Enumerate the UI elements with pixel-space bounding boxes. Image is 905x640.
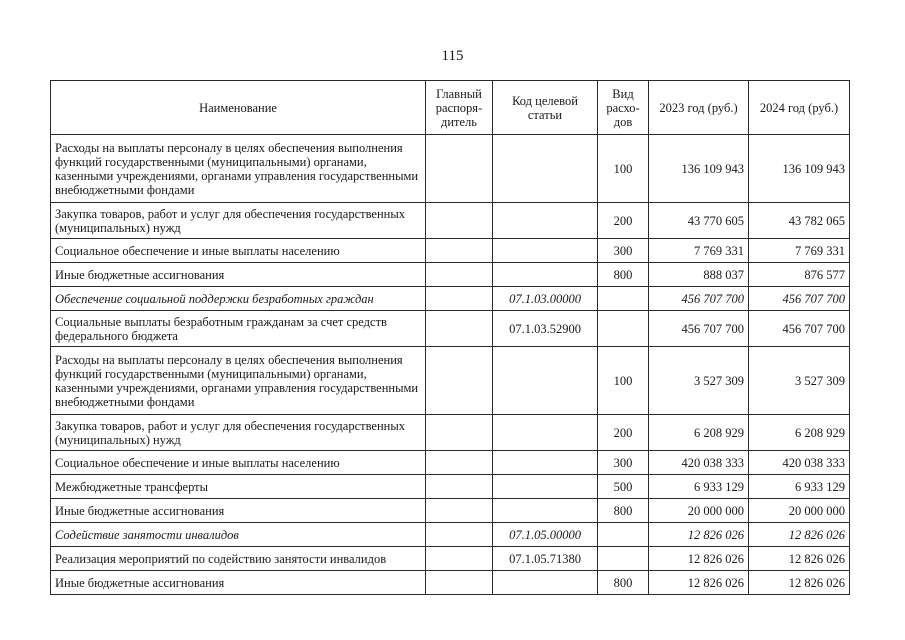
- cell-2024: 12 826 026: [749, 571, 850, 595]
- cell-name: Реализация мероприятий по содействию занятости инвалидов: [51, 547, 426, 571]
- cell-2023: 888 037: [649, 263, 749, 287]
- table-row: [51, 203, 850, 239]
- cell-vid: 200: [598, 415, 649, 451]
- table-row: [51, 287, 850, 311]
- cell-2024: 456 707 700: [749, 287, 850, 311]
- cell-2024: 6 933 129: [749, 475, 850, 499]
- cell-2024: 6 208 929: [749, 415, 850, 451]
- cell-vid: 500: [598, 475, 649, 499]
- cell-admin: [426, 415, 493, 451]
- cell-2024: 456 707 700: [749, 311, 850, 347]
- cell-name: Социальное обеспечение и иные выплаты населению: [51, 239, 426, 263]
- cell-admin: [426, 311, 493, 347]
- cell-code: [493, 203, 598, 239]
- cell-2024: 20 000 000: [749, 499, 850, 523]
- cell-name: Иные бюджетные ассигнования: [51, 263, 426, 287]
- cell-name: Обеспечение социальной поддержки безработных граждан: [51, 287, 426, 311]
- cell-admin: [426, 287, 493, 311]
- cell-admin: [426, 499, 493, 523]
- table-row: [51, 547, 850, 571]
- cell-name: Социальные выплаты безработным гражданам за счет средств федерального бюджета: [51, 311, 426, 347]
- header-name: Наименование: [51, 81, 426, 135]
- header-vid: Вид расхо-дов: [598, 81, 649, 135]
- cell-2023: 7 769 331: [649, 239, 749, 263]
- cell-2024: 136 109 943: [749, 135, 850, 203]
- cell-2023: 6 933 129: [649, 475, 749, 499]
- table-row: [51, 263, 850, 287]
- cell-code: [493, 451, 598, 475]
- cell-vid: 300: [598, 451, 649, 475]
- cell-2023: 12 826 026: [649, 523, 749, 547]
- cell-code: 07.1.05.71380: [493, 547, 598, 571]
- cell-vid: 800: [598, 499, 649, 523]
- cell-code: [493, 475, 598, 499]
- cell-admin: [426, 263, 493, 287]
- header-2024: 2024 год (руб.): [749, 81, 850, 135]
- cell-2024: 420 038 333: [749, 451, 850, 475]
- cell-code: 07.1.05.00000: [493, 523, 598, 547]
- cell-vid: [598, 311, 649, 347]
- cell-name: Содействие занятости инвалидов: [51, 523, 426, 547]
- cell-name: Межбюджетные трансферты: [51, 475, 426, 499]
- cell-2023: 456 707 700: [649, 311, 749, 347]
- cell-admin: [426, 239, 493, 263]
- budget-table: [50, 80, 850, 595]
- cell-name: Социальное обеспечение и иные выплаты населению: [51, 451, 426, 475]
- table-row: [51, 239, 850, 263]
- cell-code: [493, 499, 598, 523]
- cell-2023: 12 826 026: [649, 571, 749, 595]
- cell-code: [493, 347, 598, 415]
- table-row: [51, 311, 850, 347]
- table-row: [51, 499, 850, 523]
- cell-name: Закупка товаров, работ и услуг для обеспечения государственных (муниципальных) нужд: [51, 203, 426, 239]
- cell-vid: 100: [598, 135, 649, 203]
- cell-2023: 136 109 943: [649, 135, 749, 203]
- table-row: [51, 135, 850, 203]
- cell-2024: 876 577: [749, 263, 850, 287]
- table-row: [51, 571, 850, 595]
- header-2023: 2023 год (руб.): [649, 81, 749, 135]
- table-row: [51, 475, 850, 499]
- cell-name: Закупка товаров, работ и услуг для обеспечения государственных (муниципальных) нужд: [51, 415, 426, 451]
- cell-admin: [426, 523, 493, 547]
- cell-code: [493, 415, 598, 451]
- header-code: Код целевой статьи: [493, 81, 598, 135]
- cell-2023: 3 527 309: [649, 347, 749, 415]
- cell-code: 07.1.03.52900: [493, 311, 598, 347]
- cell-2024: 43 782 065: [749, 203, 850, 239]
- cell-code: [493, 263, 598, 287]
- cell-name: Расходы на выплаты персоналу в целях обеспечения выполнения функций государственными (муниципальными) органами, казенными учреждениями, органами управления государственными внебюджетными фондами: [51, 135, 426, 203]
- page-number: 115: [441, 48, 464, 64]
- cell-2024: 3 527 309: [749, 347, 850, 415]
- cell-admin: [426, 203, 493, 239]
- cell-2023: 20 000 000: [649, 499, 749, 523]
- cell-admin: [426, 347, 493, 415]
- cell-admin: [426, 135, 493, 203]
- header-admin: Главный распоря-дитель: [426, 81, 493, 135]
- table-row: [51, 347, 850, 415]
- cell-2024: 12 826 026: [749, 547, 850, 571]
- cell-vid: 300: [598, 239, 649, 263]
- cell-admin: [426, 475, 493, 499]
- cell-2023: 12 826 026: [649, 547, 749, 571]
- header-row: [51, 81, 850, 135]
- cell-vid: 100: [598, 347, 649, 415]
- cell-code: 07.1.03.00000: [493, 287, 598, 311]
- cell-2024: 12 826 026: [749, 523, 850, 547]
- cell-code: [493, 571, 598, 595]
- table-row: [51, 451, 850, 475]
- cell-code: [493, 135, 598, 203]
- cell-name: Расходы на выплаты персоналу в целях обеспечения выполнения функций государственными (муниципальными) органами, казенными учреждениями, органами управления государственными внебюджетными фондами: [51, 347, 426, 415]
- cell-vid: 800: [598, 263, 649, 287]
- cell-2024: 7 769 331: [749, 239, 850, 263]
- cell-admin: [426, 571, 493, 595]
- cell-name: Иные бюджетные ассигнования: [51, 499, 426, 523]
- table-row: [51, 523, 850, 547]
- cell-vid: 800: [598, 571, 649, 595]
- cell-admin: [426, 451, 493, 475]
- cell-vid: [598, 287, 649, 311]
- cell-code: [493, 239, 598, 263]
- cell-vid: [598, 523, 649, 547]
- cell-vid: 200: [598, 203, 649, 239]
- cell-admin: [426, 547, 493, 571]
- cell-2023: 6 208 929: [649, 415, 749, 451]
- cell-2023: 456 707 700: [649, 287, 749, 311]
- table-row: [51, 415, 850, 451]
- cell-vid: [598, 547, 649, 571]
- cell-2023: 43 770 605: [649, 203, 749, 239]
- cell-2023: 420 038 333: [649, 451, 749, 475]
- cell-name: Иные бюджетные ассигнования: [51, 571, 426, 595]
